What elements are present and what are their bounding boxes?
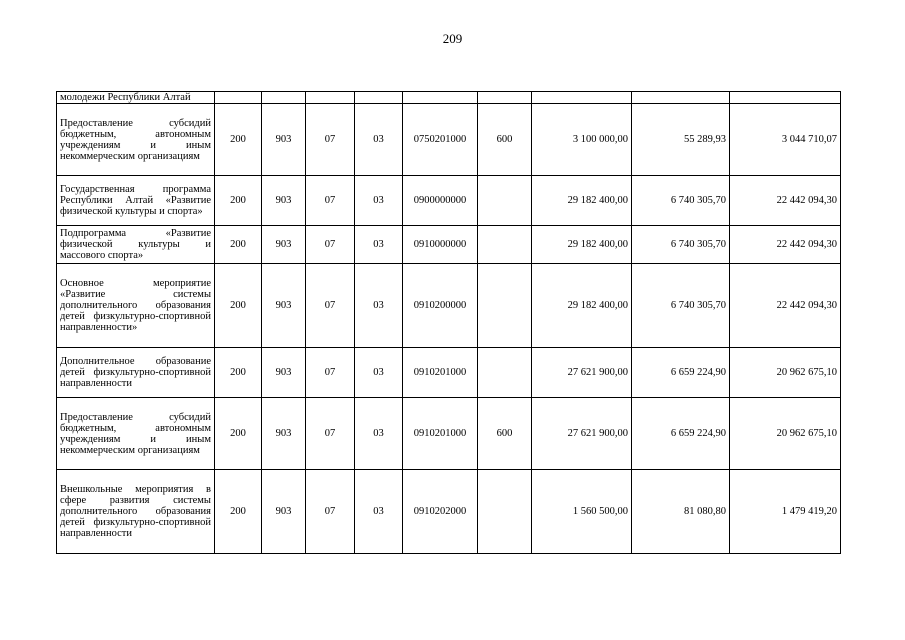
cell-code-5: 0910202000: [403, 470, 478, 554]
cell-code-6: 600: [478, 104, 532, 176]
cell-code-2: 903: [262, 264, 306, 348]
cell-value-2: 6 659 224,90: [632, 348, 730, 398]
cell-code-3: 07: [306, 104, 355, 176]
cell-value-3: 20 962 675,10: [730, 398, 841, 470]
cell-code-1: 200: [215, 226, 262, 264]
cell-description: молодежи Республики Алтай: [57, 92, 215, 104]
cell-value-2: 81 080,80: [632, 470, 730, 554]
cell-value-2: 6 659 224,90: [632, 398, 730, 470]
cell-code-2: 903: [262, 176, 306, 226]
cell-code-5: 0750201000: [403, 104, 478, 176]
cell-code-4: [355, 92, 403, 104]
cell-code-6: [478, 348, 532, 398]
cell-code-5: 0910200000: [403, 264, 478, 348]
cell-code-5: 0900000000: [403, 176, 478, 226]
cell-code-2: 903: [262, 398, 306, 470]
cell-value-1: 29 182 400,00: [532, 264, 632, 348]
table-row: [57, 226, 841, 264]
table-row: [57, 470, 841, 554]
cell-value-3: 20 962 675,10: [730, 348, 841, 398]
table-row: [57, 398, 841, 470]
cell-code-2: 903: [262, 470, 306, 554]
cell-code-1: 200: [215, 104, 262, 176]
cell-value-2: 55 289,93: [632, 104, 730, 176]
cell-value-3: [730, 92, 841, 104]
cell-description: Внешкольные мероприятия в сфере развития системы дополнительного образования детей физкультурно-спортивной направленности: [57, 470, 215, 554]
cell-code-4: 03: [355, 264, 403, 348]
cell-code-4: 03: [355, 176, 403, 226]
cell-value-2: [632, 92, 730, 104]
cell-code-1: 200: [215, 264, 262, 348]
cell-code-1: 200: [215, 348, 262, 398]
cell-code-2: 903: [262, 226, 306, 264]
table-row: [57, 104, 841, 176]
cell-code-1: 200: [215, 470, 262, 554]
cell-value-2: 6 740 305,70: [632, 176, 730, 226]
cell-description: Дополнительное образование детей физкультурно-спортивной направленности: [57, 348, 215, 398]
budget-table: [56, 91, 841, 554]
cell-code-3: 07: [306, 398, 355, 470]
cell-description: Подпрограмма «Развитие физической культуры и массового спорта»: [57, 226, 215, 264]
cell-code-6: [478, 264, 532, 348]
cell-value-1: 29 182 400,00: [532, 226, 632, 264]
cell-code-3: 07: [306, 348, 355, 398]
cell-code-5: 0910201000: [403, 348, 478, 398]
cell-code-1: 200: [215, 176, 262, 226]
cell-description: Государственная программа Республики Алтай «Развитие физической культуры и спорта»: [57, 176, 215, 226]
cell-description: Предоставление субсидий бюджетным, автономным учреждениям и иным некоммерческим организациям: [57, 398, 215, 470]
table-row: [57, 348, 841, 398]
cell-value-1: 29 182 400,00: [532, 176, 632, 226]
cell-code-3: 07: [306, 176, 355, 226]
cell-code-4: 03: [355, 226, 403, 264]
cell-code-2: [262, 92, 306, 104]
table-row: [57, 264, 841, 348]
cell-value-3: 1 479 419,20: [730, 470, 841, 554]
cell-value-3: 22 442 094,30: [730, 264, 841, 348]
cell-value-1: [532, 92, 632, 104]
cell-code-3: 07: [306, 470, 355, 554]
cell-code-4: 03: [355, 470, 403, 554]
cell-value-3: 3 044 710,07: [730, 104, 841, 176]
cell-value-2: 6 740 305,70: [632, 264, 730, 348]
cell-code-2: 903: [262, 348, 306, 398]
cell-code-5: 0910000000: [403, 226, 478, 264]
page-number: 209: [442, 31, 463, 46]
cell-code-6: [478, 226, 532, 264]
cell-value-2: 6 740 305,70: [632, 226, 730, 264]
table-row: [57, 92, 841, 104]
cell-value-1: 27 621 900,00: [532, 398, 632, 470]
cell-value-3: 22 442 094,30: [730, 176, 841, 226]
cell-code-6: [478, 470, 532, 554]
cell-code-5: 0910201000: [403, 398, 478, 470]
cell-code-3: 07: [306, 226, 355, 264]
cell-description: Предоставление субсидий бюджетным, автономным учреждениям и иным некоммерческим организациям: [57, 104, 215, 176]
cell-code-3: [306, 92, 355, 104]
cell-code-6: [478, 176, 532, 226]
cell-code-4: 03: [355, 348, 403, 398]
cell-value-1: 3 100 000,00: [532, 104, 632, 176]
cell-value-3: 22 442 094,30: [730, 226, 841, 264]
cell-code-6: [478, 92, 532, 104]
cell-code-1: [215, 92, 262, 104]
table-row: [57, 176, 841, 226]
cell-code-4: 03: [355, 398, 403, 470]
cell-code-2: 903: [262, 104, 306, 176]
cell-code-1: 200: [215, 398, 262, 470]
cell-value-1: 27 621 900,00: [532, 348, 632, 398]
cell-code-5: [403, 92, 478, 104]
cell-code-3: 07: [306, 264, 355, 348]
cell-value-1: 1 560 500,00: [532, 470, 632, 554]
cell-code-4: 03: [355, 104, 403, 176]
cell-code-6: 600: [478, 398, 532, 470]
cell-description: Основное мероприятие «Развитие системы дополнительного образования детей физкультурно-спортивной направленности»: [57, 264, 215, 348]
